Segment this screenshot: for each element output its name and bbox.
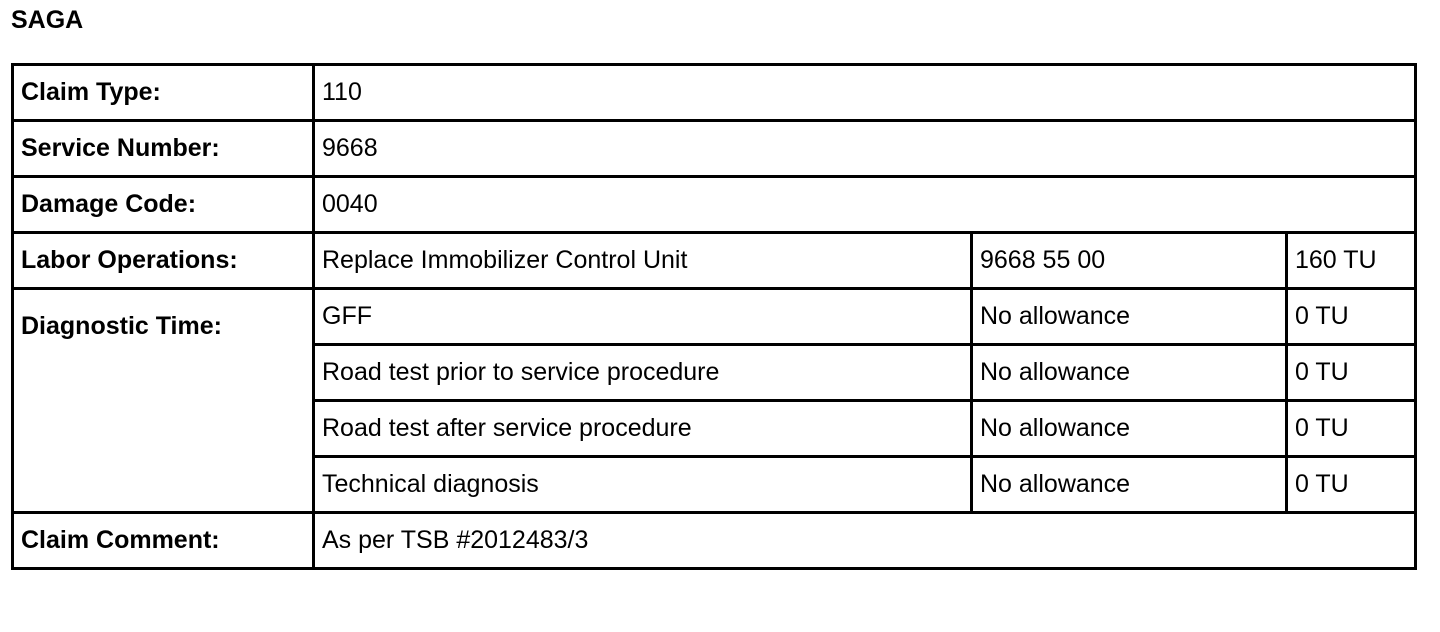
- diagnostic-time-label: Diagnostic Time:: [13, 289, 314, 513]
- diagnostic-item-time: 0 TU: [1287, 289, 1416, 345]
- diagnostic-item-description: Road test prior to service procedure: [314, 345, 972, 401]
- diagnostic-item-allowance: No allowance: [972, 457, 1287, 513]
- service-number-label: Service Number:: [13, 121, 314, 177]
- claim-comment-row: [13, 513, 1416, 569]
- diagnostic-item-allowance: No allowance: [972, 289, 1287, 345]
- damage-code-value: 0040: [314, 177, 1416, 233]
- labor-operation-description: Replace Immobilizer Control Unit: [314, 233, 972, 289]
- damage-code-label: Damage Code:: [13, 177, 314, 233]
- claim-type-label: Claim Type:: [13, 65, 314, 121]
- claim-comment-label: Claim Comment:: [13, 513, 314, 569]
- diagnostic-item-description: Road test after service procedure: [314, 401, 972, 457]
- diagnostic-item-time: 0 TU: [1287, 345, 1416, 401]
- claim-table: [11, 63, 1417, 570]
- service-number-row: [13, 121, 1416, 177]
- diagnostic-time-row: [13, 289, 1416, 345]
- claim-type-row: [13, 65, 1416, 121]
- diagnostic-item-time: 0 TU: [1287, 457, 1416, 513]
- claim-comment-value: As per TSB #2012483/3: [314, 513, 1416, 569]
- diagnostic-item-allowance: No allowance: [972, 401, 1287, 457]
- diagnostic-item-allowance: No allowance: [972, 345, 1287, 401]
- damage-code-row: [13, 177, 1416, 233]
- diagnostic-item-description: GFF: [314, 289, 972, 345]
- labor-operations-label: Labor Operations:: [13, 233, 314, 289]
- labor-operation-time: 160 TU: [1287, 233, 1416, 289]
- labor-operations-row: [13, 233, 1416, 289]
- labor-operation-code: 9668 55 00: [972, 233, 1287, 289]
- document-title: SAGA: [11, 6, 84, 34]
- claim-type-value: 110: [314, 65, 1416, 121]
- diagnostic-item-time: 0 TU: [1287, 401, 1416, 457]
- service-number-value: 9668: [314, 121, 1416, 177]
- diagnostic-item-description: Technical diagnosis: [314, 457, 972, 513]
